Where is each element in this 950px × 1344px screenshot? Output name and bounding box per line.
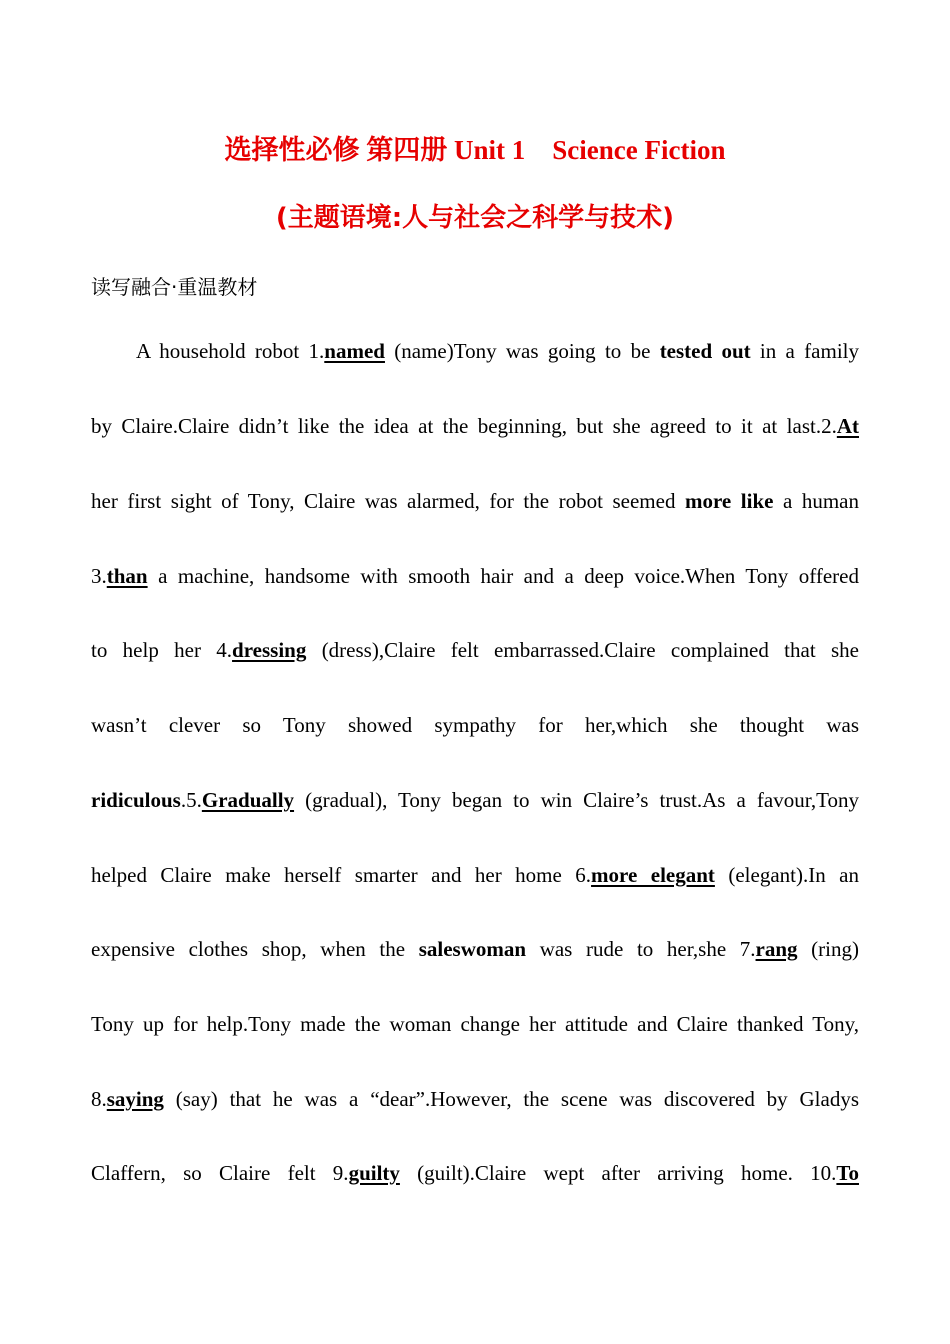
answer-blank: At — [836, 414, 859, 438]
key-phrase: saleswoman — [418, 937, 527, 961]
answer-blank: more elegant — [591, 863, 715, 887]
passage-line: Claffern, so Claire felt 9.guilty (guilt).Claire wept after arriving home. 10.To — [91, 1161, 859, 1185]
answer-blank: To — [836, 1161, 859, 1185]
passage-line: Tony up for help.Tony made the woman change her attitude and Claire thanked Tony, — [91, 1012, 859, 1036]
passage-line: ridiculous.5.Gradually (gradual), Tony began to win Claire’s trust.As a favour,Tony — [91, 788, 859, 812]
key-phrase: tested out — [659, 339, 751, 363]
passage-line: 8.saying (say) that he was a “dear”.However, the scene was discovered by Gladys — [91, 1087, 859, 1111]
passage-line: A household robot 1.named (name)Tony was going to be tested out in a family — [136, 339, 859, 363]
answer-blank: rang — [755, 937, 798, 961]
page-subtitle: (主题语境:人与社会之科学与技术) — [275, 203, 675, 233]
passage-line: by Claire.Claire didn’t like the idea at the beginning, but she agreed to it at last.2.At — [91, 414, 859, 438]
answer-blank: saying — [106, 1087, 164, 1111]
key-phrase: more like — [684, 489, 774, 513]
answer-blank: Gradually — [201, 788, 295, 812]
passage-line: her first sight of Tony, Claire was alarmed, for the robot seemed more like a human — [91, 489, 859, 513]
page-title: 选择性必修 第四册 Unit 1 Science Fiction — [224, 135, 726, 165]
answer-blank: than — [106, 564, 148, 588]
key-phrase: ridiculous — [91, 788, 181, 812]
answer-blank: dressing — [232, 638, 307, 662]
passage-line: helped Claire make herself smarter and her home 6.more elegant (elegant).In an — [91, 863, 859, 887]
section-heading: 读写融合·重温教材 — [91, 275, 258, 299]
answer-blank: guilty — [348, 1161, 400, 1185]
passage-line: expensive clothes shop, when the saleswoman was rude to her,she 7.rang (ring) — [91, 937, 859, 961]
passage-line: wasn’t clever so Tony showed sympathy for her,which she thought was — [91, 713, 859, 737]
answer-blank: named — [324, 339, 385, 363]
passage-line: 3.than a machine, handsome with smooth hair and a deep voice.When Tony offered — [91, 564, 859, 588]
passage-line: to help her 4.dressing (dress),Claire felt embarrassed.Claire complained that she — [91, 638, 859, 662]
